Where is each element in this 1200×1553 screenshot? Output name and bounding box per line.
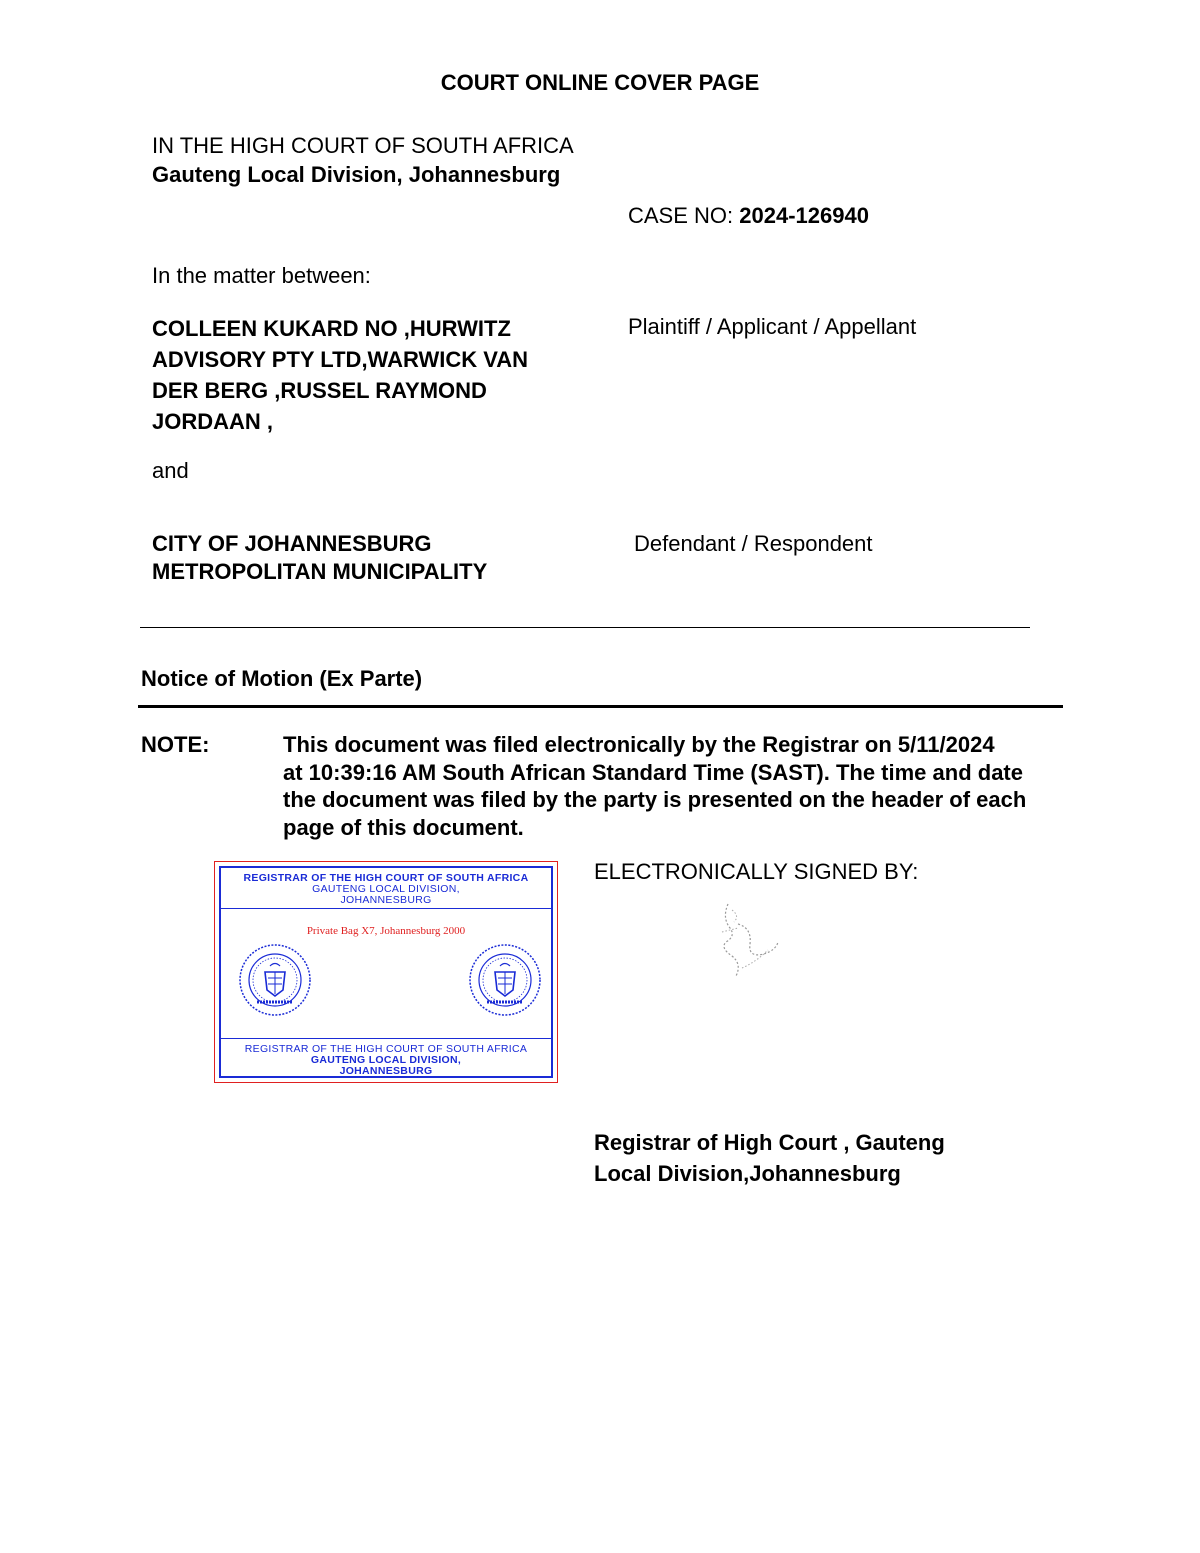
court-name: IN THE HIGH COURT OF SOUTH AFRICA — [152, 133, 574, 158]
signer-line: Registrar of High Court , Gauteng — [594, 1130, 945, 1155]
case-number-label: CASE NO: — [628, 203, 734, 228]
plaintiff-line: ADVISORY PTY LTD,WARWICK VAN — [152, 347, 529, 372]
stamp-top-line: REGISTRAR OF THE HIGH COURT OF SOUTH AFRICA — [243, 872, 529, 884]
note-line: page of this document. — [283, 814, 524, 840]
note-text — [283, 731, 1026, 841]
plaintiff-line: DER BERG ,RUSSEL RAYMOND — [152, 378, 487, 403]
separator-line — [140, 627, 1030, 628]
court-division: Gauteng Local Division, Johannesburg — [152, 162, 561, 187]
defendant-line: METROPOLITAN MUNICIPALITY — [152, 559, 488, 584]
plaintiff-role: Plaintiff / Applicant / Appellant — [628, 314, 917, 339]
signature-icon — [712, 898, 788, 984]
conjunction: and — [152, 458, 189, 483]
signer-name — [594, 1127, 945, 1189]
document-title: Notice of Motion (Ex Parte) — [141, 666, 423, 691]
stamp-bottom-line: JOHANNESBURG — [339, 1065, 433, 1077]
stamp-bottom-line: GAUTENG LOCAL DIVISION, — [310, 1054, 462, 1066]
signer-line: Local Division,Johannesburg — [594, 1161, 901, 1186]
matter-intro: In the matter between: — [152, 263, 371, 288]
page-title: COURT ONLINE COVER PAGE — [440, 70, 760, 95]
stamp-top-line: JOHANNESBURG — [340, 894, 432, 906]
defendant-role: Defendant / Respondent — [634, 531, 873, 556]
note-line: the document was filed by the party is presented on the header of each — [283, 787, 1027, 812]
stamp-bottom-line: REGISTRAR OF THE HIGH COURT OF SOUTH AFRICA — [244, 1043, 528, 1055]
note-label: NOTE: — [141, 732, 210, 757]
stamp-divider — [221, 1038, 551, 1039]
plaintiff-line: JORDAAN , — [152, 409, 274, 434]
stamp-address: Private Bag X7, Johannesburg 2000 — [306, 925, 466, 937]
case-number: 2024-126940 — [739, 203, 869, 228]
defendant-line: CITY OF JOHANNESBURG — [152, 531, 432, 556]
plaintiff-line: COLLEEN KUKARD NO ,HURWITZ — [152, 316, 511, 341]
note-line: at 10:39:16 AM South African Standard Time (SAST). The time and date — [283, 759, 1023, 785]
signature-label: ELECTRONICALLY SIGNED BY: — [594, 859, 919, 884]
case-number-line — [628, 202, 869, 230]
court-seal-icon — [237, 942, 313, 1018]
stamp-divider — [221, 908, 551, 909]
stamp-top-line: GAUTENG LOCAL DIVISION, — [312, 883, 460, 895]
note-line: This document was filed electronically by the Registrar on 5/11/2024 — [283, 732, 995, 757]
defendant-parties — [152, 530, 487, 586]
plaintiff-parties — [152, 313, 528, 437]
registrar-stamp — [214, 861, 558, 1083]
title-underline — [138, 705, 1063, 708]
court-seal-icon — [467, 942, 543, 1018]
stamp-inner-border — [219, 866, 553, 1078]
